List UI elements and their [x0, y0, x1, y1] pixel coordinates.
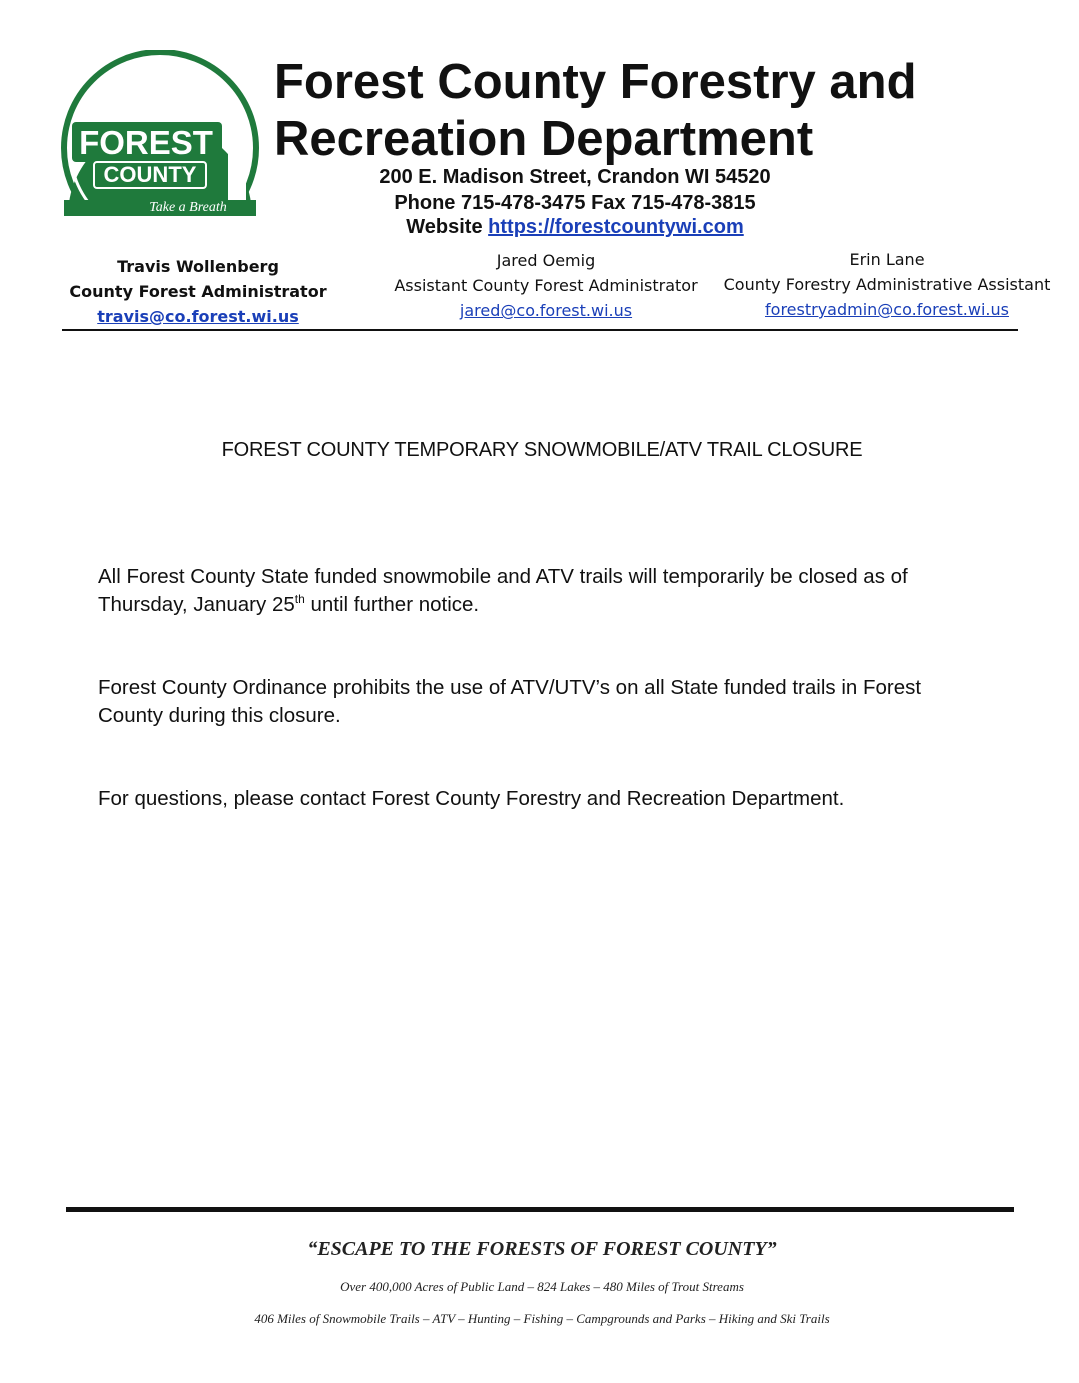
- contact-title: County Forestry Administrative Assistant: [723, 275, 1051, 294]
- closure-text-end: until further notice.: [304, 593, 480, 616]
- contact-administrative-assistant: [720, 247, 1054, 322]
- footer-slogan: “ESCAPE TO THE FORESTS OF FOREST COUNTY”: [307, 1238, 777, 1260]
- contact-title: Assistant County Forest Administrator: [394, 276, 698, 295]
- ordinal-suffix: th: [294, 592, 305, 607]
- footer-facts-line1: Over 400,000 Acres of Public Land – 824 Lakes – 480 Miles of Trout Streams: [340, 1279, 744, 1294]
- forest-county-logo: [60, 50, 260, 216]
- website-line: [340, 216, 810, 239]
- notice-title: FOREST COUNTY TEMPORARY SNOWMOBILE/ATV TRAIL CLOSURE: [221, 439, 863, 461]
- header-divider: [62, 329, 1018, 331]
- closure-paragraph: [98, 563, 978, 619]
- org-title-line1: Forest County Forestry and: [274, 55, 917, 109]
- phone-fax: Phone 715-478-3475 Fax 715-478-3815: [394, 192, 756, 214]
- svg-text:COUNTY: COUNTY: [103, 162, 197, 187]
- contact-name: Erin Lane: [849, 250, 925, 269]
- contact-administrator: [68, 254, 328, 329]
- svg-text:Take a Breath: Take a Breath: [149, 200, 227, 215]
- contact-email-link[interactable]: jared@co.forest.wi.us: [459, 301, 633, 320]
- ordinance-paragraph: Forest County Ordinance prohibits the use of ATV/UTV’s on all State funded trails in Forest County during this closure.: [98, 676, 922, 727]
- website-link[interactable]: https://forestcountywi.com: [488, 216, 744, 238]
- address: 200 E. Madison Street, Crandon WI 54520: [379, 166, 771, 188]
- contact-name: Jared Oemig: [496, 251, 596, 270]
- footer-facts-line2: 406 Miles of Snowmobile Trails – ATV – Hunting – Fishing – Campgrounds and Parks – Hiking and Ski Trails: [254, 1311, 830, 1326]
- contact-email-link[interactable]: travis@co.forest.wi.us: [97, 307, 299, 326]
- org-title-line2: Recreation Department: [274, 112, 814, 166]
- closure-text: All Forest County State funded snowmobile and ATV trails will temporarily be closed as of Thursday, January 25: [98, 565, 908, 616]
- website-label: Website: [406, 216, 483, 238]
- svg-text:FOREST: FOREST: [79, 124, 213, 161]
- contact-email-link[interactable]: forestryadmin@co.forest.wi.us: [765, 300, 1009, 319]
- footer-divider: [66, 1207, 1014, 1212]
- contact-paragraph: For questions, please contact Forest County Forestry and Recreation Department.: [98, 787, 845, 810]
- contact-title: County Forest Administrator: [69, 282, 327, 301]
- org-title: [274, 54, 917, 168]
- contact-name: Travis Wollenberg: [117, 257, 279, 276]
- contact-assistant-administrator: [380, 248, 712, 323]
